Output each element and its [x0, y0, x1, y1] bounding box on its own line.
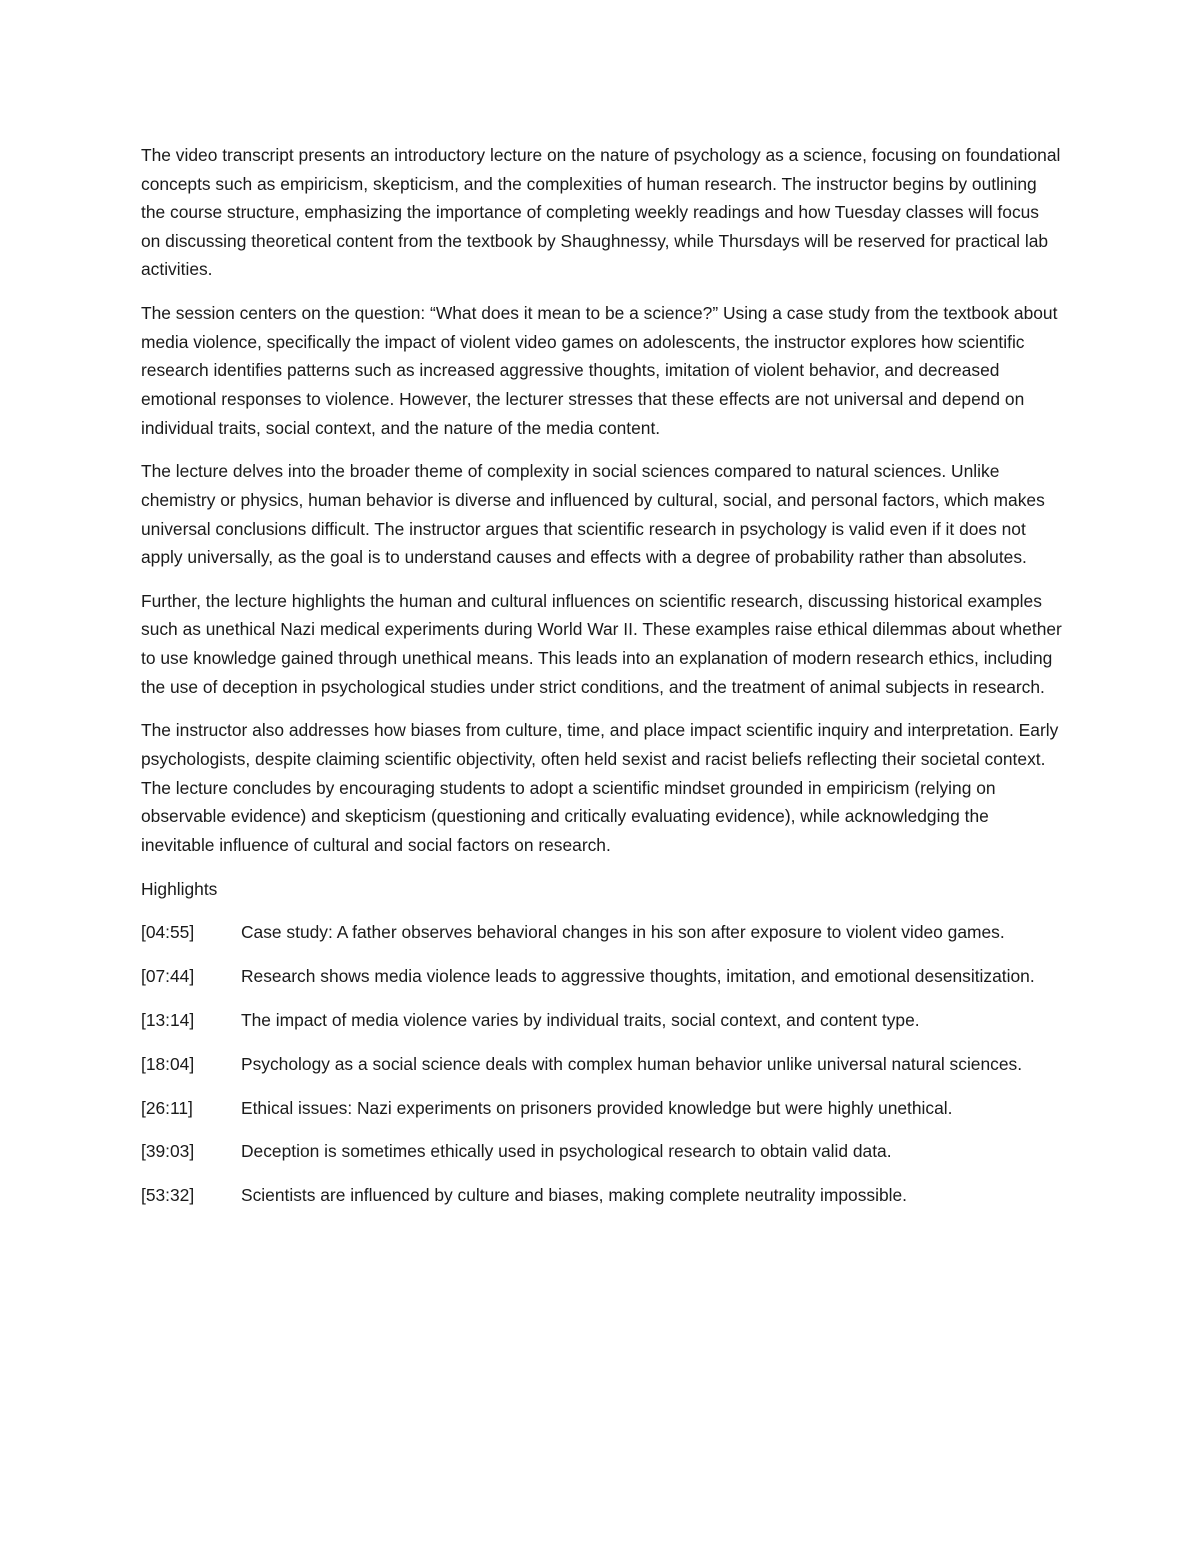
summary-paragraph-4: Further, the lecture highlights the human and cultural influences on scientific research, discussing historical examples such as unethical Nazi medical experiments during World War II. These examples raise ethical dilemmas about whether to use knowledge gained through unethical means. This leads into an explanation of modern research ethics, including the use of deception in psychological studies under strict conditions, and the treatment of animal subjects in research. [141, 590, 1062, 697]
highlight-text: Deception is sometimes ethically used in psychological research to obtain valid data. [241, 1141, 892, 1162]
highlight-item [141, 1181, 1062, 1210]
summary-paragraph-3: The lecture delves into the broader theme of complexity in social sciences compared to natural sciences. Unlike chemistry or physics, human behavior is diverse and influenced by cultural, social, and personal factors, which makes universal conclusions difficult. The instructor argues that scientific research in psychology is valid even if it does not apply universally, as the goal is to understand causes and effects with a degree of probability rather than absolutes. [141, 461, 1045, 568]
highlight-timestamp: [07:44] [141, 966, 195, 987]
highlight-item [141, 1137, 1062, 1166]
highlight-text: Ethical issues: Nazi experiments on prisoners provided knowledge but were highly unethical. [241, 1097, 953, 1118]
highlight-text: Case study: A father observes behavioral changes in his son after exposure to violent video games. [241, 922, 1005, 943]
highlight-timestamp: [39:03] [141, 1141, 195, 1162]
highlight-item [141, 1094, 1062, 1123]
highlight-item [141, 1050, 1062, 1079]
highlight-item [141, 1006, 1062, 1035]
highlight-text: Scientists are influenced by culture and biases, making complete neutrality impossible. [241, 1185, 908, 1206]
highlight-item [141, 962, 1062, 991]
highlight-text: Psychology as a social science deals with complex human behavior unlike universal natural sciences. [241, 1053, 1023, 1074]
highlight-text: Research shows media violence leads to aggressive thoughts, imitation, and emotional desensitization. [241, 966, 1035, 987]
summary-paragraph-2: The session centers on the question: “What does it mean to be a science?” Using a case study from the textbook about media violence, specifically the impact of violent video games on adolescents, the instructor explores how scientific research identifies patterns such as increased aggressive thoughts, imitation of violent behavior, and decreased emotional responses to violence. However, the lecturer stresses that these effects are not universal and depend on individual traits, social context, and the nature of the media content. [141, 303, 1058, 438]
highlight-text: The impact of media violence varies by individual traits, social context, and content type. [241, 1009, 920, 1030]
highlight-timestamp: [04:55] [141, 922, 195, 943]
summary-paragraph-5: The instructor also addresses how biases from culture, time, and place impact scientific inquiry and interpretation. Early psychologists, despite claiming scientific objectivity, often held sexist and racist beliefs reflecting their societal context. The lecture concludes by encouraging students to adopt a scientific mindset grounded in empiricism (relying on observable evidence) and skepticism (questioning and critically evaluating evidence), while acknowledging the inevitable influence of cultural and social factors on research. [141, 720, 1059, 855]
highlight-timestamp: [13:14] [141, 1009, 195, 1030]
highlight-item [141, 918, 1062, 947]
highlight-timestamp: [18:04] [141, 1053, 195, 1074]
summary-paragraph-1: The video transcript presents an introductory lecture on the nature of psychology as a science, focusing on foundational concepts such as empiricism, skepticism, and the complexities of human research. The instructor begins by outlining the course structure, emphasizing the importance of completing weekly readings and how Tuesday classes will focus on discussing theoretical content from the textbook by Shaughnessy, while Thursdays will be reserved for practical lab activities. [141, 145, 1061, 280]
highlight-timestamp: [26:11] [141, 1097, 193, 1118]
highlight-timestamp: [53:32] [141, 1185, 195, 1206]
highlights-heading: Highlights [141, 878, 218, 899]
